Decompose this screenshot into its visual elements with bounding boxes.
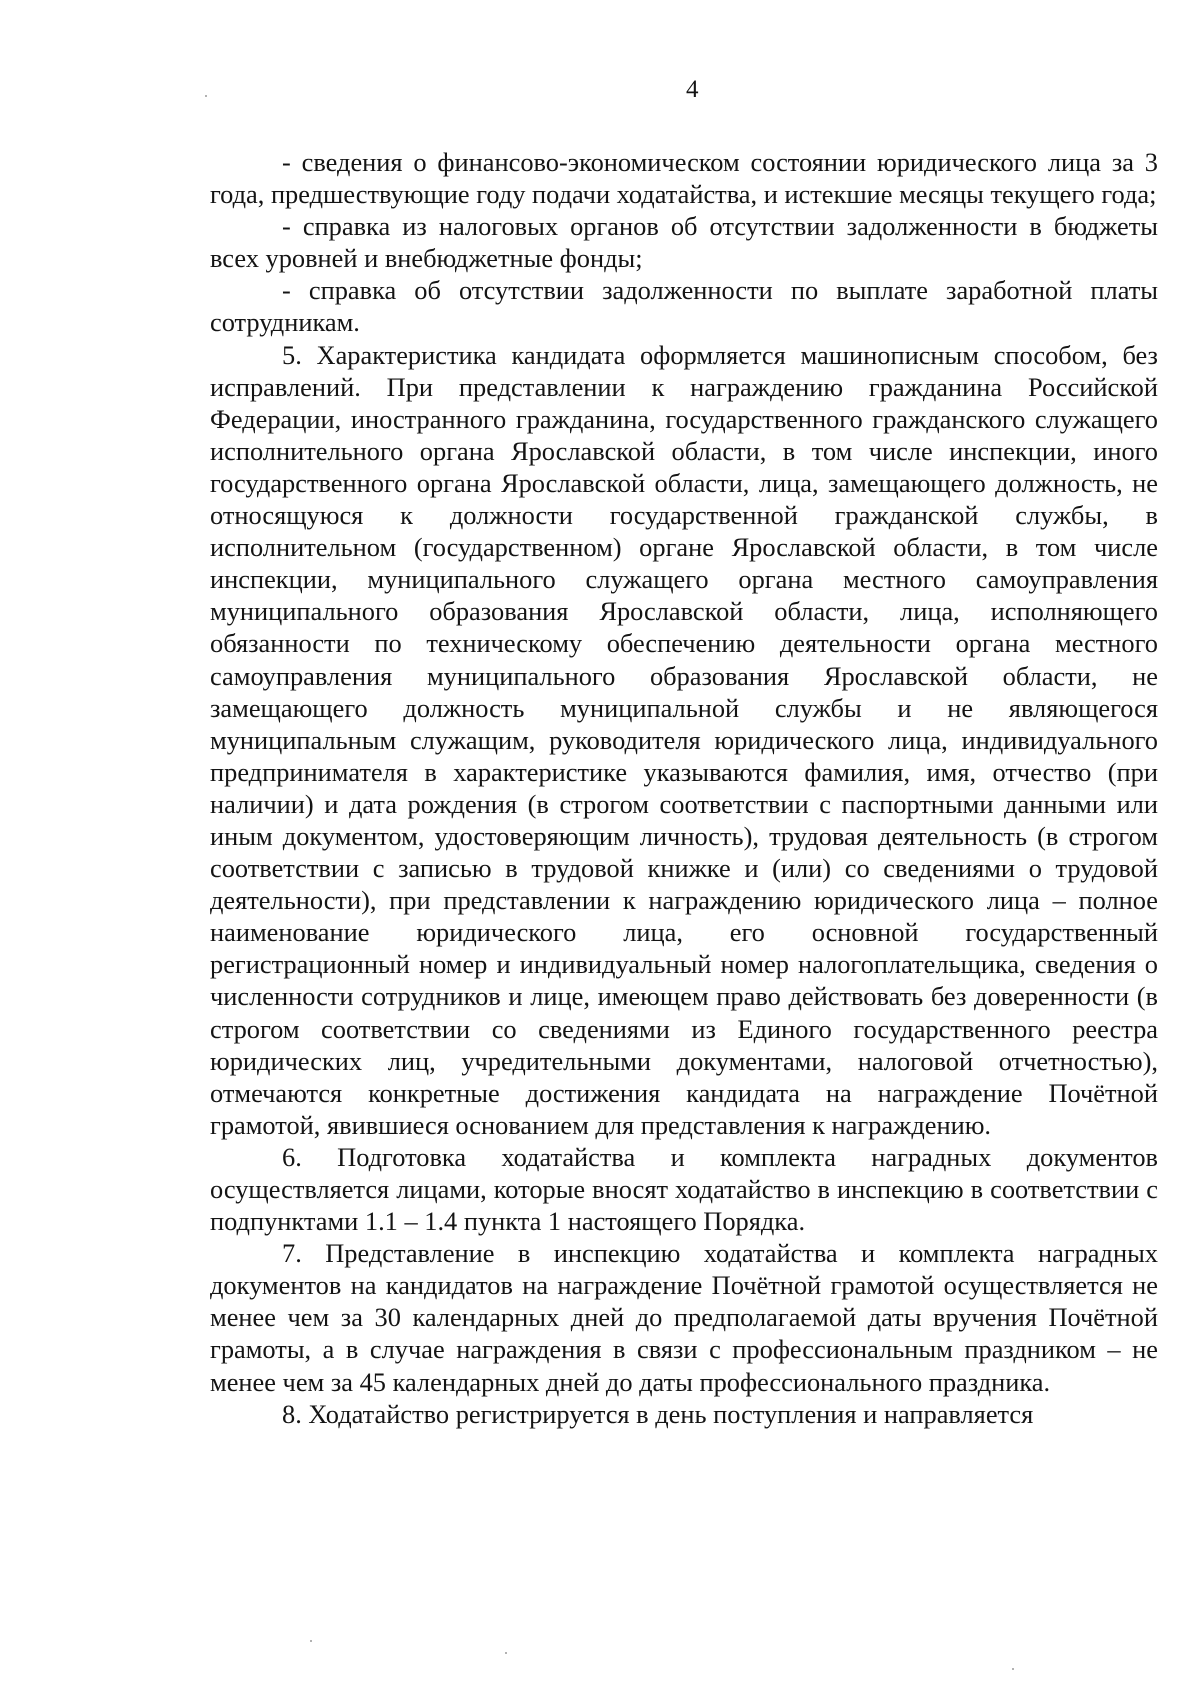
scan-artifact [310, 1640, 312, 1642]
scan-artifact [505, 1652, 507, 1654]
paragraph-item-5: 5. Характеристика кандидата оформляется машинописным способом, без исправлений. При представлении к награждению гражданина Российской Федерации, иностранного гражданина, государственного гражданского служащего исполнительного органа Ярославской области, в том числе инспекции, иного государственного органа Ярославской области, лица, замещающего должность, не относящуюся к должности государственной гражданской службы, в исполнительном (государственном) органе Ярославской области, в том числе инспекции, муниципального служащего органа местного самоуправления муниципального образования Ярославской области, лица, исполняющего обязанности по техническому обеспечению деятельности органа местного самоуправления муниципального образования Ярославской области, не замещающего должность муниципальной службы и не являющегося муниципальным служащим, руководителя юридического лица, индивидуального предпринимателя в характеристике указываются фамилия, имя, отчество (при наличии) и дата рождения (в строгом соответствии с паспортными данными или иным документом, удостоверяющим личность), трудовая деятельность (в строгом соответствии с записью в трудовой книжке и (или) со сведениями о трудовой деятельности), при представлении к награждению юридического лица – полное наименование юридического лица, его основной государственный регистрационный номер и индивидуальный номер налогоплательщика, сведения о численности сотрудников и лице, имеющем право действовать без доверенности (в строгом соответствии со сведениями из Единого государственного реестра юридических лиц, учредительными документами, налоговой отчетностью), отмечаются конкретные достижения кандидата на награждение Почётной грамотой, явившиеся основанием для представления к награждению. [210, 339, 1158, 1140]
scan-artifact [1012, 1668, 1014, 1670]
paragraph-item-7: 7. Представление в инспекцию ходатайства и комплекта наградных документов на кандидатов на награждение Почётной грамотой осуществляется не менее чем за 30 календарных дней до предполагаемой даты вручения Почётной грамоты, а в случае награждения в связи с профессиональным праздником – не менее чем за 45 календарных дней до даты профессионального праздника. [210, 1238, 1158, 1397]
paragraph-item-6: 6. Подготовка ходатайства и комплекта наградных документов осуществляется лицами, которые вносят ходатайство в инспекцию в соответствии с подпунктами 1.1 – 1.4 пункта 1 настоящего Порядка. [210, 1141, 1158, 1237]
page-number: 4 [686, 76, 699, 103]
paragraph-item-8: 8. Ходатайство регистрируется в день поступления и направляется [282, 1398, 1034, 1429]
scan-artifact [205, 95, 207, 97]
document-body [210, 146, 1158, 1430]
paragraph-salary-certificate: - справка об отсутствии задолженности по выплате заработной платы сотрудникам. [210, 275, 1158, 338]
paragraph-financial-info: - сведения о финансово-экономическом состоянии юридического лица за 3 года, предшествующие году подачи ходатайства, и истекшие месяцы текущего года; [210, 147, 1158, 210]
paragraph-tax-certificate: - справка из налоговых органов об отсутствии задолженности в бюджеты всех уровней и внебюджетные фонды; [210, 211, 1158, 274]
